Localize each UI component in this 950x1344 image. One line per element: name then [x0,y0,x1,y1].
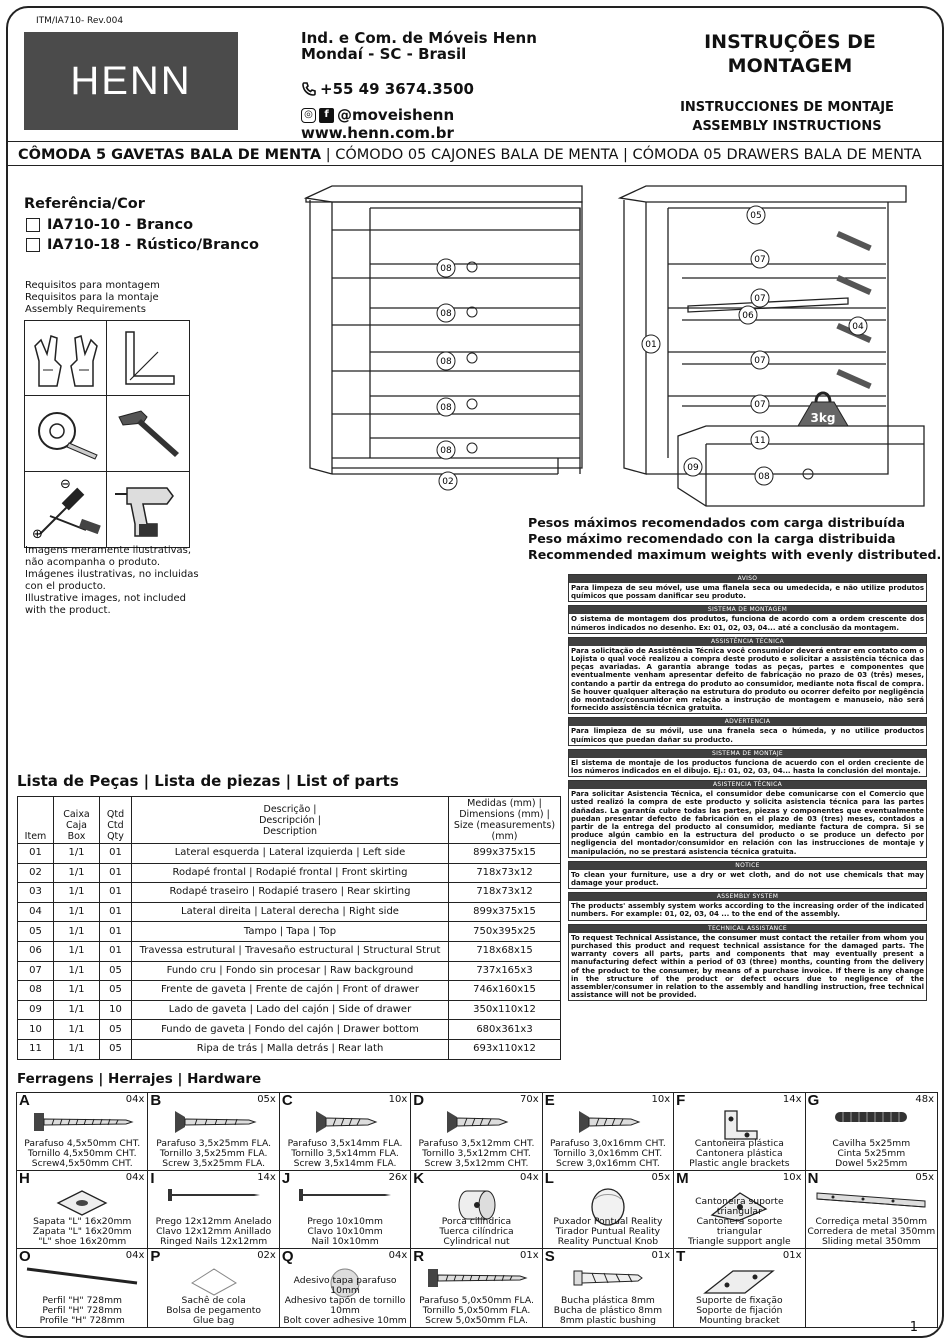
size-cell: 718x68x15 [449,941,561,961]
hardware-quantity: 01x [782,1250,802,1261]
hardware-letter: S [544,1249,555,1265]
hardware-quantity: 14x [782,1094,802,1105]
svg-text:07: 07 [754,255,766,265]
info-box-text: Para limpieza de su móvil, use una franela seca o húmeda, y no utilice productos químicos que puedan dañar su producto. [571,727,924,744]
parts-list-title: Lista de Peças | Lista de piezas | List of parts [17,772,399,790]
hardware-quantity: 04x [125,1172,145,1183]
page-number: 1 [909,1320,918,1335]
qty-cell: 01 [100,941,132,961]
subtitle-translations: INSTRUCCIONES DE MONTAJE ASSEMBLY INSTRUCTIONS [680,100,894,134]
social-line [301,106,454,124]
description-cell: Frente de gaveta | Frente de cajón | Front of drawer [132,981,449,1001]
svg-text:01: 01 [645,340,657,350]
hardware-description: Prego 10x10mm Clavo 10x10mm Nail 10x10mm [307,1216,383,1247]
main-title: INSTRUÇÕES DE MONTAGEM [704,31,876,77]
size-cell: 746x160x15 [449,981,561,1001]
label-08: 08 [440,357,452,367]
hardware-item-s [543,1249,674,1327]
svg-text:09: 09 [687,463,699,473]
instruction-sheet [6,6,944,1338]
info-box [568,574,927,602]
document-code: ITM/IA710- Rev.004 [36,16,124,26]
nail-icon [164,1185,264,1205]
gloves-icon [25,321,107,396]
open-view [620,186,924,506]
hardware-letter: K [413,1171,425,1187]
box-cell: 1/1 [54,941,100,961]
max-weights-note: Pesos máximos recomendados com carga distribuída Peso máximo recomendado con la carga distribuida Recommended maximum weights with evenly distributed. [528,515,942,562]
hardware-description: Parafuso 5,0x50mm FLA. Tornillo 5,0x50mm FLA. Screw 5,0x50mm FLA. [419,1295,534,1326]
hardware-letter: F [676,1093,686,1109]
box-cell: 1/1 [54,981,100,1001]
label-08: 08 [440,264,452,274]
hardware-letter: R [413,1249,425,1265]
hardware-quantity: 02x [257,1250,276,1261]
hardware-item-p [148,1249,279,1327]
info-box-heading: SISTEMA DE MONTAGEM [569,606,926,614]
mount-icon [699,1263,779,1299]
hardware-item-g [806,1093,937,1171]
hardware-grid [16,1092,938,1328]
drill-icon [107,472,189,547]
facebook-icon: f [319,108,334,123]
size-cell: 718x73x12 [449,883,561,903]
info-box-text: To request Technical Assistance, the consumer must contact the retailer from whom you purchased this product and request technical assistance for the damaged parts. The warranty covers all parts, parts and components that may eventually present a manufacturing defect within a period of 03 (three) months, counting from the delivery of the product to the consumer, by means of a purchase invoice. If there is any change in the structure of the product or defect occurs due to negligence of the assembler/consumer in relation to the assembly and handling instruction, free technical assistance will not be provided. [571,933,924,1000]
screw-short-icon [573,1107,643,1137]
info-box-heading: ASSISTÊNCIA TÉCNICA [569,638,926,646]
qty-cell: 01 [100,844,132,864]
info-boxes [568,574,927,1004]
hardware-item-n [806,1171,937,1249]
hardware-description: Puxador Pontual Reality Tirador Puntual Reality Reality Punctual Knob [553,1216,663,1247]
hardware-item-t [674,1249,805,1327]
info-box-heading: ASSEMBLY SYSTEM [569,893,926,901]
hardware-item-h [17,1171,148,1249]
dowel-icon [831,1107,911,1127]
info-box-text: El sistema de montaje de los productos funciona de acuerdo con el orden creciente de los números indicados en el dibujo. Ej.: 01, 02, 03, 04... hasta la conclusión del montaje. [571,758,924,776]
item-cell: 10 [18,1020,54,1040]
parts-table [17,796,561,1060]
box-cell: 1/1 [54,883,100,903]
hardware-letter: B [150,1093,162,1109]
box-cell: 1/1 [54,902,100,922]
phone-icon [301,81,317,97]
hardware-title: Ferragens | Herrajes | Hardware [17,1071,262,1087]
table-row [18,844,561,864]
description-cell: Lateral direita | Lateral derecha | Right side [132,902,449,922]
hardware-item-m [674,1171,805,1249]
info-box-heading: SISTEMA DE MONTAJE [569,750,926,758]
box-cell: 1/1 [54,844,100,864]
svg-text:04: 04 [852,322,864,332]
hardware-description: Prego 12x12mm Anelado Clavo 12x12mm Anillado Ringed Nails 12x12mm [155,1216,272,1247]
svg-text:08: 08 [758,472,770,482]
qty-cell: 05 [100,961,132,981]
info-box-heading: ASISTENCIA TÉCNICA [569,781,926,789]
phone-line [301,80,474,98]
info-box [568,924,927,1002]
screw-short-icon [310,1107,380,1137]
info-box [568,717,927,745]
hardware-quantity: 14x [257,1172,276,1183]
hardware-description: Sapata "L" 16x20mm Zapata "L" 16x20mm "L" shoe 16x20mm [32,1216,132,1247]
hardware-item-r [411,1249,542,1327]
table-row [18,922,561,942]
hardware-description: Parafuso 3,5x14mm FLA. Tornillo 3,5x14mm FLA. Screw 3,5x14mm FLA. [287,1138,403,1169]
hardware-description: Adesivo tapa parafuso 10mm Adhesivo tapón de tornillo 10mm Bolt cover adhesive 10mm [283,1275,407,1326]
hardware-description: Cantoneira suporte triangular Cantonera soporte triangular Triangle support angle [688,1196,791,1247]
requirements-text: Requisitos para montagem Requisitos para la montaje Assembly Requirements [25,280,160,315]
tools-grid [24,320,190,548]
info-box-text: Para limpeza de seu móvel, use uma flanela seca ou umedecida, e não utilize produtos químicos que possam danificar seu produto. [571,584,924,601]
info-box-text: The products' assembly system works according to the increasing order of the indicated numbers. For example: 01, 02, 03, 04 ... to the end of the assembly. [571,902,924,919]
hammer-icon [107,396,189,471]
size-cell: 899x375x15 [449,844,561,864]
reference-heading: Referência/Cor [24,196,145,212]
info-box-text: Para solicitar Asistencia Técnica, el consumidor debe comunicarse con el Comercio que usted realizó la compra de este producto y solicita asistencia técnica para las partes dañadas. La garantía cubre todas las partes, piezas y componentes que eventualmente puedan presentar defecto de fabricación en el plazo de 03 (tres) meses, contados a partir de la entrega del producto al consumidor, mediante factura de compra. Si se produce algún cambio en la estructura del producto o se produce un defecto por negligencia del montador/consumidor en relación con las instrucciones de montaje y manipulación, no se prestará asistencia técnica gratuita. [571,790,924,856]
box-cell: 1/1 [54,1039,100,1059]
info-box-text: O sistema de montagem dos produtos, funciona de acordo com a ordem crescente dos números indicados no desenho. Ex: 01, 02, 03, 04... até a conclusão da montagem. [571,615,924,632]
info-box-heading: TECHNICAL ASSISTANCE [569,925,926,933]
hardware-quantity: 01x [520,1250,539,1261]
hardware-description: Parafuso 3,5x25mm FLA. Tornillo 3,5x25mm FLA. Screw 3,5x25mm FLA. [156,1138,272,1169]
weight-label: 3kg [810,411,836,425]
hardware-item-o [17,1249,148,1327]
description-cell: Lateral esquerda | Lateral izquierda | Left side [132,844,449,864]
hardware-letter: Q [281,1249,294,1265]
table-row [18,1039,561,1059]
svg-text:⊕: ⊕ [31,527,43,543]
info-box [568,637,927,715]
instagram-icon: ◎ [301,108,316,123]
box-cell: 1/1 [54,961,100,981]
hardware-quantity: 05x [915,1172,934,1183]
size-cell: 680x361x3 [449,1020,561,1040]
table-row [18,1020,561,1040]
hardware-quantity: 01x [651,1250,671,1261]
hardware-quantity: 05x [257,1094,276,1105]
dresser-illustration [288,168,928,513]
hardware-quantity: 04x [125,1094,145,1105]
hardware-letter: A [19,1093,30,1109]
hardware-item-j [280,1171,411,1249]
item-cell: 07 [18,961,54,981]
reference-option[interactable]: IA710-18 - Rústico/Branco [26,237,259,253]
svg-text:11: 11 [754,436,766,446]
size-cell: 899x375x15 [449,902,561,922]
hardware-item-i [148,1171,279,1249]
hardware-item-k [411,1171,542,1249]
hardware-letter: I [150,1171,155,1187]
info-box-heading: AVISO [569,575,926,583]
hardware-letter: L [544,1171,554,1187]
screwdrivers-icon [25,472,107,547]
slide-icon [813,1185,929,1215]
table-row [18,961,561,981]
qty-cell: 05 [100,981,132,1001]
company-info [301,30,537,62]
qty-cell: 01 [100,863,132,883]
label-08: 08 [440,309,452,319]
hardware-item-a [17,1093,148,1171]
label-02: 02 [442,477,454,487]
hardware-description: Suporte de fixação Soporte de fijación Mounting bracket [696,1295,783,1326]
hardware-quantity: 04x [520,1172,539,1183]
weight-block [798,393,848,426]
product-name: CÔMODA 5 GAVETAS BALA DE MENTA | CÓMODO 05 CAJONES BALA DE MENTA | CÓMODA 05 DRAWERS BALA DE MENTA [18,147,922,163]
hardware-quantity: 04x [125,1250,145,1261]
info-box [568,605,927,633]
brand-logo: HENN [24,32,238,130]
svg-text:07: 07 [754,294,766,304]
table-row [18,981,561,1001]
svg-text:05: 05 [750,211,762,221]
col-size: Medidas (mm) | Dimensions (mm) | Size (measurements) (mm) [449,797,561,844]
svg-text:⊖: ⊖ [59,477,71,493]
item-cell: 03 [18,883,54,903]
hardware-letter: N [807,1171,819,1187]
hardware-quantity: 10x [388,1094,408,1105]
checkbox[interactable] [26,218,40,232]
description-cell: Rodapé frontal | Rodapié frontal | Front skirting [132,863,449,883]
screw-long-icon [424,1263,528,1293]
box-cell: 1/1 [54,1020,100,1040]
size-cell: 737x165x3 [449,961,561,981]
description-cell: Fundo cru | Fondo sin procesar | Raw background [132,961,449,981]
hardware-description: Cavilha 5x25mm Cinta 5x25mm Dowel 5x25mm [832,1138,911,1169]
item-cell: 11 [18,1039,54,1059]
col-box: Caixa Caja Box [54,797,100,844]
social-handle: @moveishenn [337,106,455,124]
qty-cell: 01 [100,922,132,942]
images-disclaimer: Imagens meramente ilustrativas, não acompanha o produto. Imágenes ilustrativas, no incluidas con el producto. Illustrative images, not included with the product. [25,545,199,616]
table-row [18,883,561,903]
description-cell: Tampo | Tapa | Top [132,922,449,942]
label-08: 08 [440,403,452,413]
qty-cell: 01 [100,883,132,903]
svg-text:07: 07 [754,400,766,410]
nail-icon [295,1185,395,1205]
open-labels [642,206,867,485]
checkbox[interactable] [26,238,40,252]
svg-text:06: 06 [742,311,754,321]
description-cell: Travessa estrutural | Travesaño estructural | Structural Strut [132,941,449,961]
table-row [18,941,561,961]
hardware-description: Porca cilíndrica Tuerca cilíndrica Cylindrical nut [439,1216,514,1247]
reference-option[interactable]: IA710-10 - Branco [26,217,193,233]
divider [8,141,944,142]
box-cell: 1/1 [54,863,100,883]
hardware-item-f [674,1093,805,1171]
hardware-letter: O [19,1249,31,1265]
size-cell: 750x395x25 [449,922,561,942]
hardware-letter: D [413,1093,425,1109]
hardware-letter: P [150,1249,161,1265]
hardware-quantity: 26x [388,1172,408,1183]
hardware-letter: C [281,1093,293,1109]
hardware-quantity: 70x [520,1094,539,1105]
item-cell: 04 [18,902,54,922]
col-qty: Qtd Ctd Qty [100,797,132,844]
box-cell: 1/1 [54,1000,100,1020]
item-cell: 05 [18,922,54,942]
hardware-letter: G [807,1093,820,1109]
screw-short-icon [441,1107,511,1137]
hardware-description: Corrediça metal 350mm Corredera de metal 350mm Sliding metal 350mm [807,1216,936,1247]
description-cell: Ripa de trás | Malla detrás | Rear lath [132,1039,449,1059]
description-cell: Lado de gaveta | Lado del cajón | Side of drawer [132,1000,449,1020]
hardware-description: Parafuso 4,5x50mm CHT. Tornillo 4,5x50mm CHT. Screw4,5x50mm CHT. [24,1138,141,1169]
website: www.henn.com.br [301,124,454,142]
size-cell: 718x73x12 [449,863,561,883]
size-cell: 350x110x12 [449,1000,561,1020]
info-box-text: Para solicitação de Assistência Técnica você consumidor deverá entrar em contato com o Lojista o qual você realizou a compra deste produto e solicitar a assistência técnica das peças avariadas. A garantia abrange todas as peças, partes e componentes que eventualmente venham apresentar defeito de fabricação no prazo de 03 (três) meses, contando a partir da entrega do produto ao consumidor, mediante nota fiscal de compra. Se houver qualquer alteração na estrutura do produto ou ocorrer defeito por negligência do montador/consumidor em relação a instrução de montagem e manuseio, não será fornecido assistência técnica gratuita. [571,646,924,713]
hardware-quantity: 05x [651,1172,671,1183]
hardware-letter: T [676,1249,686,1265]
info-box [568,892,927,920]
front-view [306,186,582,474]
label-08: 08 [440,446,452,456]
hardware-empty-cell [806,1249,937,1327]
table-row [18,902,561,922]
hardware-item-c [280,1093,411,1171]
item-cell: 01 [18,844,54,864]
hardware-description: Cantoneira plástica Cantonera plástica Plastic angle brackets [689,1138,790,1169]
screw-flat-icon [169,1107,259,1137]
hardware-description: Parafuso 3,0x16mm CHT. Tornillo 3,0x16mm CHT. Screw 3,0x16mm CHT. [549,1138,666,1169]
description-cell: Fundo de gaveta | Fondo del cajón | Drawer bottom [132,1020,449,1040]
hardware-quantity: 10x [651,1094,671,1105]
hardware-quantity: 04x [388,1250,408,1261]
info-box-heading: ADVERTENCIA [569,718,926,726]
info-box [568,780,927,858]
svg-text:07: 07 [754,356,766,366]
hardware-item-l [543,1171,674,1249]
info-box-text: To clean your furniture, use a dry or wet cloth, and do not use chemicals that may damage your product. [571,870,924,888]
table-row [18,863,561,883]
size-cell: 693x110x12 [449,1039,561,1059]
company-city: Mondaí - SC - Brasil [301,45,467,63]
info-box [568,861,927,889]
screw-long-icon [30,1107,134,1137]
front-labels [437,259,477,490]
qty-cell: 10 [100,1000,132,1020]
item-cell: 09 [18,1000,54,1020]
hardware-item-e [543,1093,674,1171]
qty-cell: 01 [100,902,132,922]
glue-icon [184,1263,244,1299]
hardware-description: Sachê de cola Bolsa de pegamento Glue bag [166,1295,262,1326]
hardware-item-d [411,1093,542,1171]
qty-cell: 05 [100,1020,132,1040]
hardware-item-b [148,1093,279,1171]
anchor-icon [568,1263,648,1293]
open-rails [836,231,871,389]
hardware-description: Bucha plástica 8mm Bucha de plástico 8mm 8mm plastic bushing [553,1295,663,1326]
item-cell: 08 [18,981,54,1001]
hardware-letter: J [281,1171,291,1187]
tape-measure-icon [25,396,107,471]
company-name: Ind. e Com. de Móveis Henn [301,29,537,47]
hardware-item-q [280,1249,411,1327]
profile-icon [23,1263,141,1289]
item-cell: 06 [18,941,54,961]
item-cell: 02 [18,863,54,883]
qty-cell: 05 [100,1039,132,1059]
divider [8,165,944,166]
hardware-description: Perfil "H" 728mm Perfil "H" 728mm Profile "H" 728mm [39,1295,125,1326]
info-box-heading: NOTICE [569,862,926,870]
hardware-quantity: 48x [915,1094,934,1105]
phone-number: +55 49 3674.3500 [320,80,474,98]
description-cell: Rodapé traseiro | Rodapié trasero | Rear skirting [132,883,449,903]
hardware-letter: E [544,1093,555,1109]
square-icon [107,321,189,396]
col-item: Item [18,797,54,844]
info-box [568,749,927,777]
hardware-letter: M [676,1171,689,1187]
table-row [18,1000,561,1020]
col-description: Descrição | Descripción | Description [132,797,449,844]
hardware-letter: H [19,1171,30,1187]
hardware-description: Parafuso 3,5x12mm CHT. Tornillo 3,5x12mm CHT. Screw 3,5x12mm CHT. [418,1138,535,1169]
box-cell: 1/1 [54,922,100,942]
hardware-quantity: 10x [782,1172,802,1183]
